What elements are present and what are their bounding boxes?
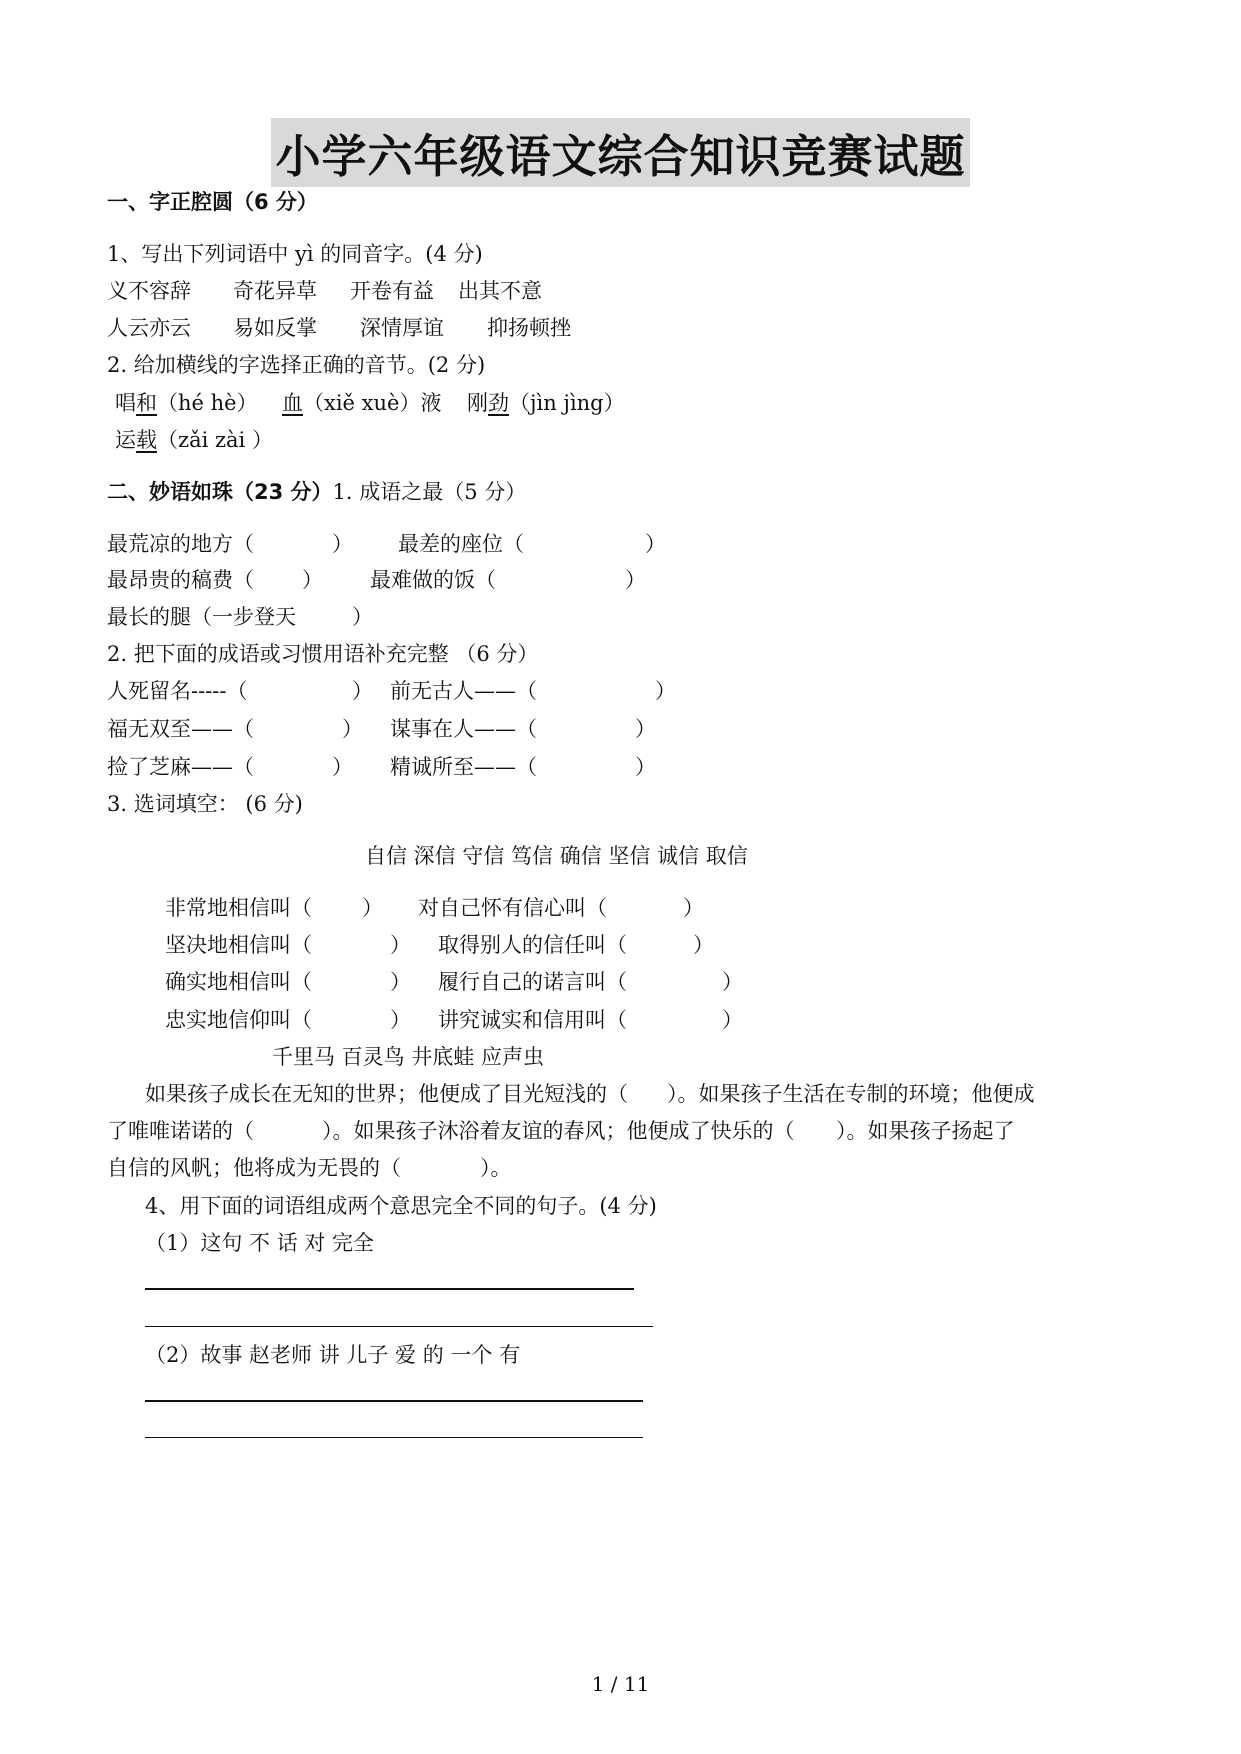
idiom-5: 捡了芝麻——（ (107, 755, 254, 779)
idiom-3-close: ） (342, 717, 363, 741)
sentence-words-2: （2）故事 赵老师 讲 儿子 爱 的 一个 有 (145, 1343, 521, 1367)
fill-4: 取得别人的信任叫（ (438, 933, 627, 957)
superlative-2-close: ） (645, 532, 666, 556)
sentence-words-1: （1）这句 不 话 对 完全 (145, 1231, 375, 1255)
fill-1: 非常地相信叫（ (165, 896, 312, 920)
word-2: 奇花异草 (233, 279, 317, 303)
pinyin-item-3: 刚劲（jìn jìng） (467, 391, 625, 415)
page-title: 小学六年级语文综合知识竞赛试题 (271, 118, 969, 187)
fill-7: 忠实地信仰叫（ (165, 1008, 312, 1032)
section-1-heading: 一、字正腔圆（6 分） (107, 190, 318, 214)
superlative-1: 最荒凉的地方（ (107, 532, 254, 556)
answer-line-2[interactable] (145, 1326, 653, 1327)
question-1-2: 2. 给加横线的字选择正确的音节。(2 分) (107, 353, 486, 377)
superlative-3-close: ） (302, 568, 323, 592)
word-3: 开卷有益 (350, 279, 434, 303)
idiom-3: 福无双至——（ (107, 717, 254, 741)
question-1-1: 1、写出下列词语中 yì 的同音字。(4 分) (107, 242, 483, 266)
word-5: 人云亦云 (107, 316, 191, 340)
paragraph-line-1a: 如果孩子成长在无知的世界；他便成了目光短浅的（ (145, 1082, 628, 1106)
word-1: 义不容辞 (107, 279, 191, 303)
fill-6: 履行自己的诺言叫（ (438, 970, 627, 994)
superlative-5-close: ） (352, 605, 373, 629)
paragraph-line-2a: 了唯唯诺诺的（ (107, 1119, 254, 1143)
word-7: 深情厚谊 (360, 316, 444, 340)
fill-5-close: ） (390, 970, 411, 994)
idiom-4-close: ） (635, 717, 656, 741)
pinyin-item-2: 血（xiě xuè）液 (282, 391, 442, 415)
paragraph-line-2c: ）。如果孩子扬起了 (836, 1119, 1015, 1143)
answer-line-4[interactable] (145, 1437, 643, 1438)
paragraph-line-2b: ）。如果孩子沐浴着友谊的春风；他便成了快乐的（ (322, 1119, 795, 1143)
word-choices: 自信 深信 守信 笃信 确信 坚信 诚信 取信 (365, 844, 748, 868)
fill-2: 对自己怀有信心叫（ (418, 896, 607, 920)
idiom-1-close: ） (352, 679, 373, 703)
answer-line-3[interactable] (145, 1400, 643, 1402)
superlative-4: 最难做的饭（ (370, 568, 496, 592)
superlative-3: 最昂贵的稿费（ (107, 568, 254, 592)
fill-1-close: ） (362, 896, 383, 920)
word-4: 出其不意 (458, 279, 542, 303)
fill-5: 确实地相信叫（ (165, 970, 312, 994)
paragraph-line-3a: 自信的风帆；他将成为无畏的（ (107, 1156, 401, 1180)
fill-6-close: ） (722, 970, 743, 994)
question-2-3: 3. 选词填空： (6 分) (107, 792, 303, 816)
animal-choices: 千里马 百灵鸟 井底蛙 应声虫 (272, 1045, 545, 1069)
idiom-4: 谋事在人——（ (390, 717, 537, 741)
paragraph-line-3b: ）。 (480, 1156, 512, 1180)
page-number: 1 / 11 (591, 1672, 650, 1696)
section-2-heading: 二、妙语如珠（23 分）1. 成语之最（5 分） (107, 480, 527, 504)
idiom-2-close: ） (655, 679, 676, 703)
fill-2-close: ） (683, 896, 704, 920)
fill-7-close: ） (390, 1008, 411, 1032)
word-8: 抑扬顿挫 (487, 316, 571, 340)
fill-3-close: ） (390, 933, 411, 957)
question-2-4: 4、用下面的词语组成两个意思完全不同的句子。(4 分) (145, 1194, 657, 1218)
paragraph-line-1b: ）。如果孩子生活在专制的环境；他便成 (667, 1082, 1035, 1106)
superlative-4-close: ） (625, 568, 646, 592)
superlative-2: 最差的座位（ (398, 532, 524, 556)
pinyin-item-4: 运载（zǎi zài ） (115, 428, 273, 452)
question-2-2: 2. 把下面的成语或习惯用语补充完整 （6 分） (107, 642, 539, 666)
idiom-1: 人死留名-----（ (107, 679, 248, 703)
idiom-5-close: ） (332, 755, 353, 779)
fill-3: 坚决地相信叫（ (165, 933, 312, 957)
superlative-1-close: ） (332, 532, 353, 556)
fill-8: 讲究诚实和信用叫（ (438, 1008, 627, 1032)
idiom-2: 前无古人——（ (390, 679, 537, 703)
idiom-6: 精诚所至——（ (390, 755, 537, 779)
pinyin-item-1: 唱和（hé hè） (115, 391, 258, 415)
superlative-5: 最长的腿（一步登天 (107, 605, 296, 629)
word-6: 易如反掌 (233, 316, 317, 340)
fill-8-close: ） (722, 1008, 743, 1032)
fill-4-close: ） (693, 933, 714, 957)
idiom-6-close: ） (635, 755, 656, 779)
answer-line-1[interactable] (145, 1288, 634, 1290)
